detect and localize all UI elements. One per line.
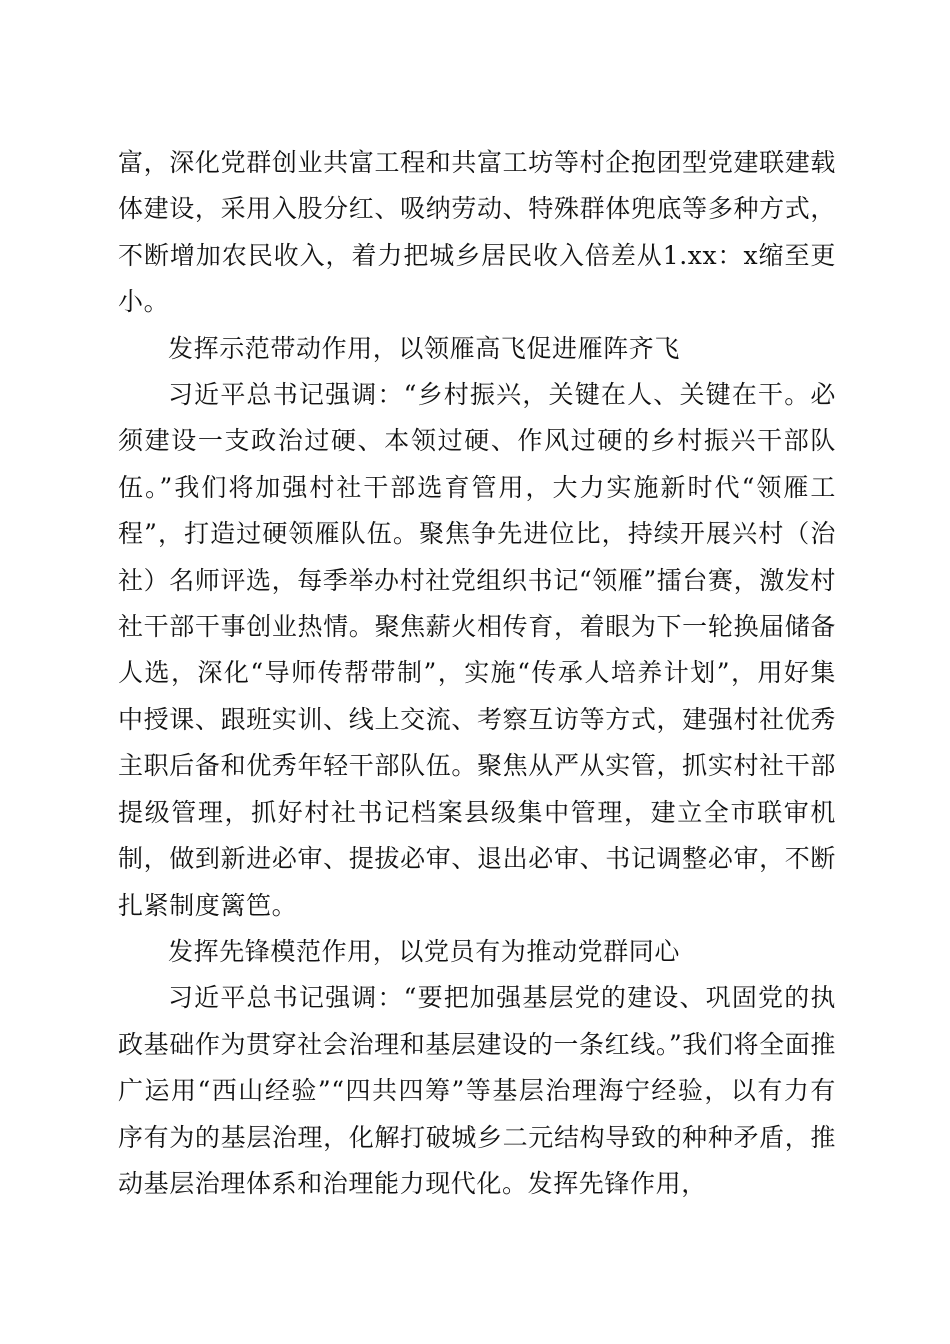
paragraph-leading-geese: 习近平总书记强调：“乡村振兴，关键在人、关键在干。必须建设一支政治过硬、本领过硬、作风过硬的乡村振兴干部队伍。”我们将加强村社干部选育管用，大力实施新时代“领雁工程”，打造过硬领雁队伍。聚焦争先进位比，持续开展兴村（治社）名师评选，每季举办村社党组织书记“领雁”擂台赛，激发村社干部干事创业热情。聚焦薪火相传育，着眼为下一轮换届储备人选，深化“导师传帮带制”，实施“传承人培养计划”，用好集中授课、跟班实训、线上交流、考察互访等方式，建强村社优秀主职后备和优秀年轻干部队伍。聚焦从严从实管，抓实村社干部提级管理，抓好村社书记档案县级集中管理，建立全市联审机制，做到新进必审、提拔必审、退出必审、书记调整必审，不断扎紧制度篱笆。 [118,380,836,920]
section-heading-vanguard: 发挥先锋模范作用，以党员有为推动党群同心 [168,936,681,966]
paragraph-grassroots-governance: 习近平总书记强调：“要把加强基层党的建设、巩固党的执政基础作为贯穿社会治理和基层建设的一条红线。”我们将全面推广运用“西山经验”“四共四筹”等基层治理海宁经验，以有力有序有为的基层治理，化解打破城乡二元结构导致的种种矛盾，推动基层治理体系和治理能力现代化。发挥先锋作用， [118,983,836,1198]
paragraph-continuation: 富，深化党群创业共富工程和共富工坊等村企抱团型党建联建载体建设，采用入股分红、吸纳劳动、特殊群体兜底等多种方式，不断增加农民收入，着力把城乡居民收入倍差从1.xx：x缩至更小。 [118,148,836,317]
section-heading-demonstration: 发挥示范带动作用，以领雁高飞促进雁阵齐飞 [168,333,681,363]
body-text [118,140,836,1207]
